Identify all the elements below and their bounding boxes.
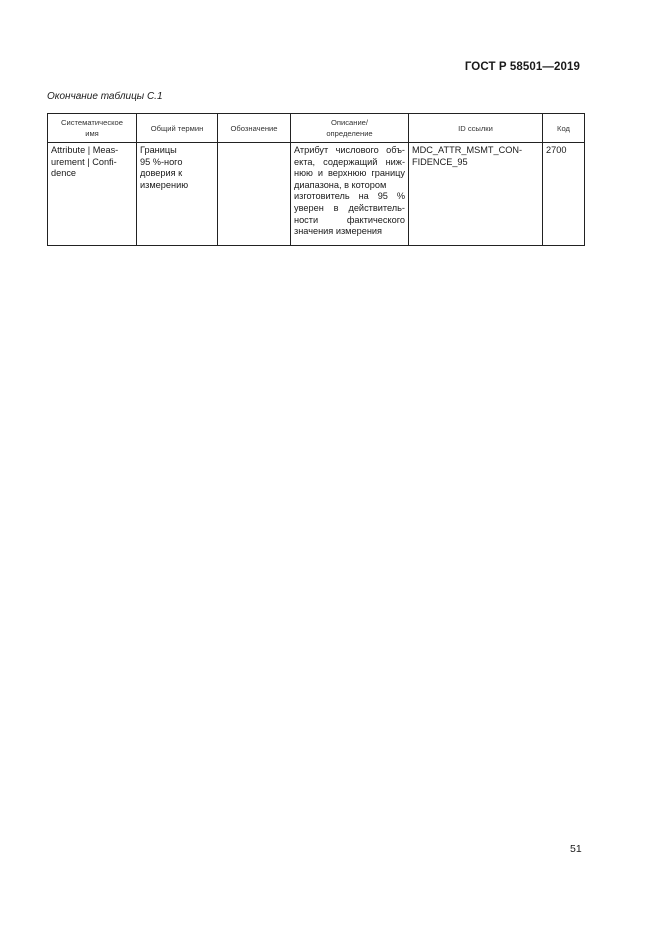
column-header-general-term: Общий термин [137,114,218,143]
page-number: 51 [570,843,582,855]
column-header-systematic-name: Систематическое имя [48,114,137,143]
cell-general-term: Границы 95 %-ного доверия к измерению [137,143,218,246]
cell-systematic-name: Attribute | Meas- urement | Confi- dence [48,143,137,246]
column-header-description: Описание/ определение [291,114,409,143]
terms-table [47,113,585,246]
column-header-notation: Обозначение [218,114,291,143]
document-id: ГОСТ Р 58501—2019 [464,61,580,73]
cell-notation [218,143,291,246]
cell-reference-id: MDC_ATTR_MSMT_CON- FIDENCE_95 [409,143,543,246]
column-header-code: Код [543,114,585,143]
table-caption: Окончание таблицы С.1 [47,91,163,102]
table-row [48,143,585,246]
column-header-reference-id: ID ссылки [409,114,543,143]
cell-code: 2700 [543,143,585,246]
cell-description: Атрибут числового объ- екта, содержащий ниж- нюю и верхнюю границу диапазона, в котором изготовитель на 95 % уверен в действитель- ности фактического значения измерения [291,143,409,246]
table-header-row [48,114,585,143]
